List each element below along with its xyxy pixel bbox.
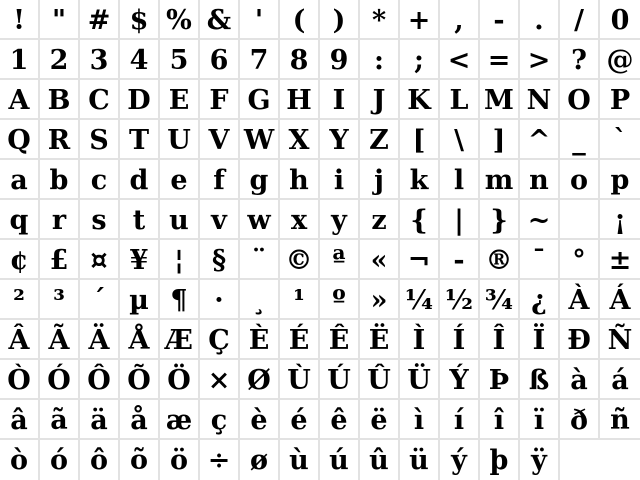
glyph-cell[interactable]: Å: [120, 320, 160, 360]
glyph-cell[interactable]: û: [360, 440, 400, 480]
glyph-cell[interactable]: Ú: [320, 360, 360, 400]
glyph-cell[interactable]: e: [160, 160, 200, 200]
glyph-cell[interactable]: 6: [200, 40, 240, 80]
empty-cell: [560, 440, 600, 480]
glyph-cell[interactable]: j: [360, 160, 400, 200]
glyph-cell[interactable]: ò: [0, 440, 40, 480]
glyph-cell[interactable]: I: [320, 80, 360, 120]
glyph-cell[interactable]: }: [480, 200, 520, 240]
glyph-cell[interactable]: Ü: [400, 360, 440, 400]
glyph-cell[interactable]: N: [520, 80, 560, 120]
glyph-cell[interactable]: Ó: [40, 360, 80, 400]
glyph-cell[interactable]: þ: [480, 440, 520, 480]
glyph-cell[interactable]: è: [240, 400, 280, 440]
glyph-row: [0, 440, 640, 480]
glyph-cell[interactable]: K: [400, 80, 440, 120]
glyph-cell[interactable]: ´: [80, 280, 120, 320]
glyph-cell[interactable]: &: [200, 0, 240, 40]
glyph-cell[interactable]: »: [360, 280, 400, 320]
glyph-row: [0, 240, 640, 280]
glyph-cell[interactable]: °: [560, 240, 600, 280]
glyph-cell[interactable]: q: [0, 200, 40, 240]
glyph-cell[interactable]: _: [560, 120, 600, 160]
glyph-cell[interactable]: Æ: [160, 320, 200, 360]
glyph-cell[interactable]: D: [120, 80, 160, 120]
glyph-cell[interactable]: h: [280, 160, 320, 200]
glyph-cell[interactable]: ó: [40, 440, 80, 480]
glyph-cell[interactable]: §: [200, 240, 240, 280]
glyph-cell[interactable]: -: [480, 0, 520, 40]
glyph-row: [0, 200, 640, 240]
glyph-cell[interactable]: ;: [400, 40, 440, 80]
glyph-cell[interactable]: G: [240, 80, 280, 120]
glyph-cell[interactable]: Ô: [80, 360, 120, 400]
glyph-cell[interactable]: É: [280, 320, 320, 360]
glyph-cell[interactable]: !: [0, 0, 40, 40]
glyph-cell[interactable]: b: [40, 160, 80, 200]
glyph-row: [0, 40, 640, 80]
glyph-cell[interactable]: n: [520, 160, 560, 200]
glyph-cell[interactable]: Ò: [0, 360, 40, 400]
glyph-cell[interactable]: £: [40, 240, 80, 280]
glyph-cell[interactable]: ^: [520, 120, 560, 160]
glyph-cell[interactable]: ü: [400, 440, 440, 480]
glyph-cell[interactable]: â: [0, 400, 40, 440]
glyph-cell[interactable]: ç: [200, 400, 240, 440]
glyph-cell[interactable]: ¤: [80, 240, 120, 280]
glyph-cell[interactable]: Z: [360, 120, 400, 160]
glyph-cell[interactable]: ß: [520, 360, 560, 400]
glyph-cell[interactable]: ô: [80, 440, 120, 480]
empty-cell: [600, 440, 640, 480]
glyph-cell[interactable]: Ù: [280, 360, 320, 400]
glyph-cell[interactable]: o: [560, 160, 600, 200]
glyph-cell[interactable]: 0: [600, 0, 640, 40]
glyph-cell[interactable]: 9: [320, 40, 360, 80]
glyph-cell[interactable]: u: [160, 200, 200, 240]
glyph-cell[interactable]: B: [40, 80, 80, 120]
glyph-cell[interactable]: `: [600, 120, 640, 160]
glyph-cell[interactable]: ê: [320, 400, 360, 440]
glyph-cell[interactable]: (: [280, 0, 320, 40]
glyph-cell[interactable]: %: [160, 0, 200, 40]
glyph-cell[interactable]: ã: [40, 400, 80, 440]
glyph-cell[interactable]: í: [440, 400, 480, 440]
glyph-cell[interactable]: v: [200, 200, 240, 240]
glyph-cell[interactable]: ï: [520, 400, 560, 440]
glyph-cell[interactable]: 3: [80, 40, 120, 80]
glyph-cell[interactable]: Ã: [40, 320, 80, 360]
glyph-cell[interactable]: ½: [440, 280, 480, 320]
glyph-cell[interactable]: V: [200, 120, 240, 160]
glyph-cell[interactable]: º: [320, 280, 360, 320]
glyph-row: [0, 160, 640, 200]
glyph-cell[interactable]: >: [520, 40, 560, 80]
glyph-cell[interactable]: ²: [0, 280, 40, 320]
glyph-cell[interactable]: .: [520, 0, 560, 40]
glyph-cell[interactable]: E: [160, 80, 200, 120]
glyph-cell[interactable]: ·: [200, 280, 240, 320]
glyph-cell[interactable]: ³: [40, 280, 80, 320]
glyph-cell[interactable]: Ö: [160, 360, 200, 400]
glyph-cell[interactable]: ®: [480, 240, 520, 280]
glyph-cell[interactable]: 8: [280, 40, 320, 80]
glyph-cell[interactable]: Ð: [560, 320, 600, 360]
glyph-cell[interactable]: ÿ: [520, 440, 560, 480]
glyph-cell[interactable]: X: [280, 120, 320, 160]
glyph-cell[interactable]: ,: [440, 0, 480, 40]
glyph-cell[interactable]: Î: [480, 320, 520, 360]
glyph-cell[interactable]: W: [240, 120, 280, 160]
glyph-cell[interactable]: L: [440, 80, 480, 120]
glyph-cell[interactable]: Ø: [240, 360, 280, 400]
glyph-cell[interactable]: Ï: [520, 320, 560, 360]
glyph-cell[interactable]: ¶: [160, 280, 200, 320]
glyph-cell[interactable]: l: [440, 160, 480, 200]
glyph-cell[interactable]: ¦: [160, 240, 200, 280]
glyph-cell[interactable]: M: [480, 80, 520, 120]
glyph-row: [0, 280, 640, 320]
glyph-row: [0, 80, 640, 120]
glyph-cell[interactable]: t: [120, 200, 160, 240]
glyph-cell[interactable]: #: [80, 0, 120, 40]
glyph-cell[interactable]: Õ: [120, 360, 160, 400]
glyph-cell[interactable]: f: [200, 160, 240, 200]
glyph-cell[interactable]: U: [160, 120, 200, 160]
glyph-cell[interactable]: /: [560, 0, 600, 40]
glyph-cell[interactable]: î: [480, 400, 520, 440]
glyph-cell[interactable]: ù: [280, 440, 320, 480]
glyph-cell[interactable]: Ä: [80, 320, 120, 360]
glyph-cell[interactable]: ¡: [600, 200, 640, 240]
glyph-cell[interactable]: Þ: [480, 360, 520, 400]
glyph-cell[interactable]: È: [240, 320, 280, 360]
glyph-cell[interactable]: d: [120, 160, 160, 200]
glyph-cell[interactable]: -: [440, 240, 480, 280]
glyph-cell[interactable]: <: [440, 40, 480, 80]
glyph-cell[interactable]: \: [440, 120, 480, 160]
glyph-cell[interactable]: Û: [360, 360, 400, 400]
glyph-cell[interactable]: {: [400, 200, 440, 240]
glyph-cell[interactable]: ý: [440, 440, 480, 480]
glyph-cell[interactable]: k: [400, 160, 440, 200]
glyph-cell[interactable]: y: [320, 200, 360, 240]
glyph-cell[interactable]: ð: [560, 400, 600, 440]
glyph-cell[interactable]: å: [120, 400, 160, 440]
glyph-cell[interactable]: õ: [120, 440, 160, 480]
glyph-cell[interactable]: S: [80, 120, 120, 160]
glyph-cell[interactable]: Ì: [400, 320, 440, 360]
glyph-cell[interactable]: ]: [480, 120, 520, 160]
glyph-cell[interactable]: r: [40, 200, 80, 240]
glyph-cell[interactable]: =: [480, 40, 520, 80]
glyph-cell[interactable]: :: [360, 40, 400, 80]
glyph-row: [0, 120, 640, 160]
glyph-cell[interactable]: ': [240, 0, 280, 40]
glyph-cell[interactable]: +: [400, 0, 440, 40]
glyph-cell[interactable]: ÷: [200, 440, 240, 480]
glyph-cell[interactable]: 1: [0, 40, 40, 80]
glyph-cell[interactable]: ¥: [120, 240, 160, 280]
glyph-cell[interactable]: x: [280, 200, 320, 240]
glyph-cell[interactable]: ©: [280, 240, 320, 280]
glyph-cell[interactable]: «: [360, 240, 400, 280]
glyph-cell[interactable]: ø: [240, 440, 280, 480]
glyph-cell[interactable]: F: [200, 80, 240, 120]
glyph-cell[interactable]: ~: [520, 200, 560, 240]
glyph-cell[interactable]: ): [320, 0, 360, 40]
glyph-cell[interactable]: 7: [240, 40, 280, 80]
glyph-cell[interactable]: ë: [360, 400, 400, 440]
glyph-cell[interactable]: Á: [600, 280, 640, 320]
glyph-cell[interactable]: a: [0, 160, 40, 200]
glyph-cell[interactable]: À: [560, 280, 600, 320]
glyph-cell[interactable]: $: [120, 0, 160, 40]
glyph-cell[interactable]: Ë: [360, 320, 400, 360]
glyph-cell[interactable]: ¾: [480, 280, 520, 320]
glyph-cell[interactable]: ¸: [240, 280, 280, 320]
glyph-cell[interactable]: ±: [600, 240, 640, 280]
glyph-cell[interactable]: Ñ: [600, 320, 640, 360]
glyph-row: [0, 400, 640, 440]
glyph-cell[interactable]: A: [0, 80, 40, 120]
glyph-cell[interactable]: 4: [120, 40, 160, 80]
glyph-cell[interactable]: ¢: [0, 240, 40, 280]
glyph-cell[interactable]: g: [240, 160, 280, 200]
glyph-cell[interactable]: O: [560, 80, 600, 120]
glyph-cell[interactable]: c: [80, 160, 120, 200]
glyph-cell[interactable]: Â: [0, 320, 40, 360]
glyph-row: [0, 360, 640, 400]
glyph-cell[interactable]: ö: [160, 440, 200, 480]
glyph-cell[interactable]: ä: [80, 400, 120, 440]
glyph-cell[interactable]: ¬: [400, 240, 440, 280]
glyph-cell[interactable]: J: [360, 80, 400, 120]
glyph-cell[interactable]: é: [280, 400, 320, 440]
glyph-cell[interactable]: ñ: [600, 400, 640, 440]
glyph-cell[interactable]: s: [80, 200, 120, 240]
glyph-cell[interactable]: Ê: [320, 320, 360, 360]
glyph-cell[interactable]: Q: [0, 120, 40, 160]
glyph-cell[interactable]: 5: [160, 40, 200, 80]
glyph-cell[interactable]: ¹: [280, 280, 320, 320]
glyph-row: [0, 0, 640, 40]
glyph-cell[interactable]: p: [600, 160, 640, 200]
glyph-cell[interactable]: µ: [120, 280, 160, 320]
glyph-cell[interactable]: R: [40, 120, 80, 160]
glyph-cell[interactable]: Y: [320, 120, 360, 160]
glyph-cell[interactable]: ¯: [520, 240, 560, 280]
glyph-cell[interactable]: Ý: [440, 360, 480, 400]
glyph-cell[interactable]: Í: [440, 320, 480, 360]
glyph-cell[interactable]: à: [560, 360, 600, 400]
glyph-cell[interactable]: w: [240, 200, 280, 240]
glyph-cell[interactable]: ×: [200, 360, 240, 400]
glyph-cell[interactable]: ì: [400, 400, 440, 440]
glyph-cell[interactable]: @: [600, 40, 640, 80]
glyph-cell[interactable]: ¨: [240, 240, 280, 280]
glyph-cell[interactable]: ?: [560, 40, 600, 80]
glyph-cell[interactable]: T: [120, 120, 160, 160]
glyph-row: [0, 320, 640, 360]
glyph-cell[interactable]: C: [80, 80, 120, 120]
glyph-cell[interactable]: ¼: [400, 280, 440, 320]
glyph-cell[interactable]: |: [440, 200, 480, 240]
glyph-cell[interactable]: m: [480, 160, 520, 200]
glyph-cell[interactable]: ú: [320, 440, 360, 480]
glyph-cell[interactable]: ": [40, 0, 80, 40]
glyph-cell[interactable]: P: [600, 80, 640, 120]
glyph-cell[interactable]: H: [280, 80, 320, 120]
glyph-cell[interactable]: z: [360, 200, 400, 240]
glyph-cell[interactable]: ª: [320, 240, 360, 280]
glyph-cell[interactable]: Ç: [200, 320, 240, 360]
glyph-cell[interactable]: *: [360, 0, 400, 40]
glyph-cell[interactable]: [560, 200, 600, 240]
glyph-cell[interactable]: ¿: [520, 280, 560, 320]
glyph-cell[interactable]: 2: [40, 40, 80, 80]
glyph-cell[interactable]: á: [600, 360, 640, 400]
glyph-cell[interactable]: [: [400, 120, 440, 160]
glyph-cell[interactable]: i: [320, 160, 360, 200]
glyph-cell[interactable]: æ: [160, 400, 200, 440]
